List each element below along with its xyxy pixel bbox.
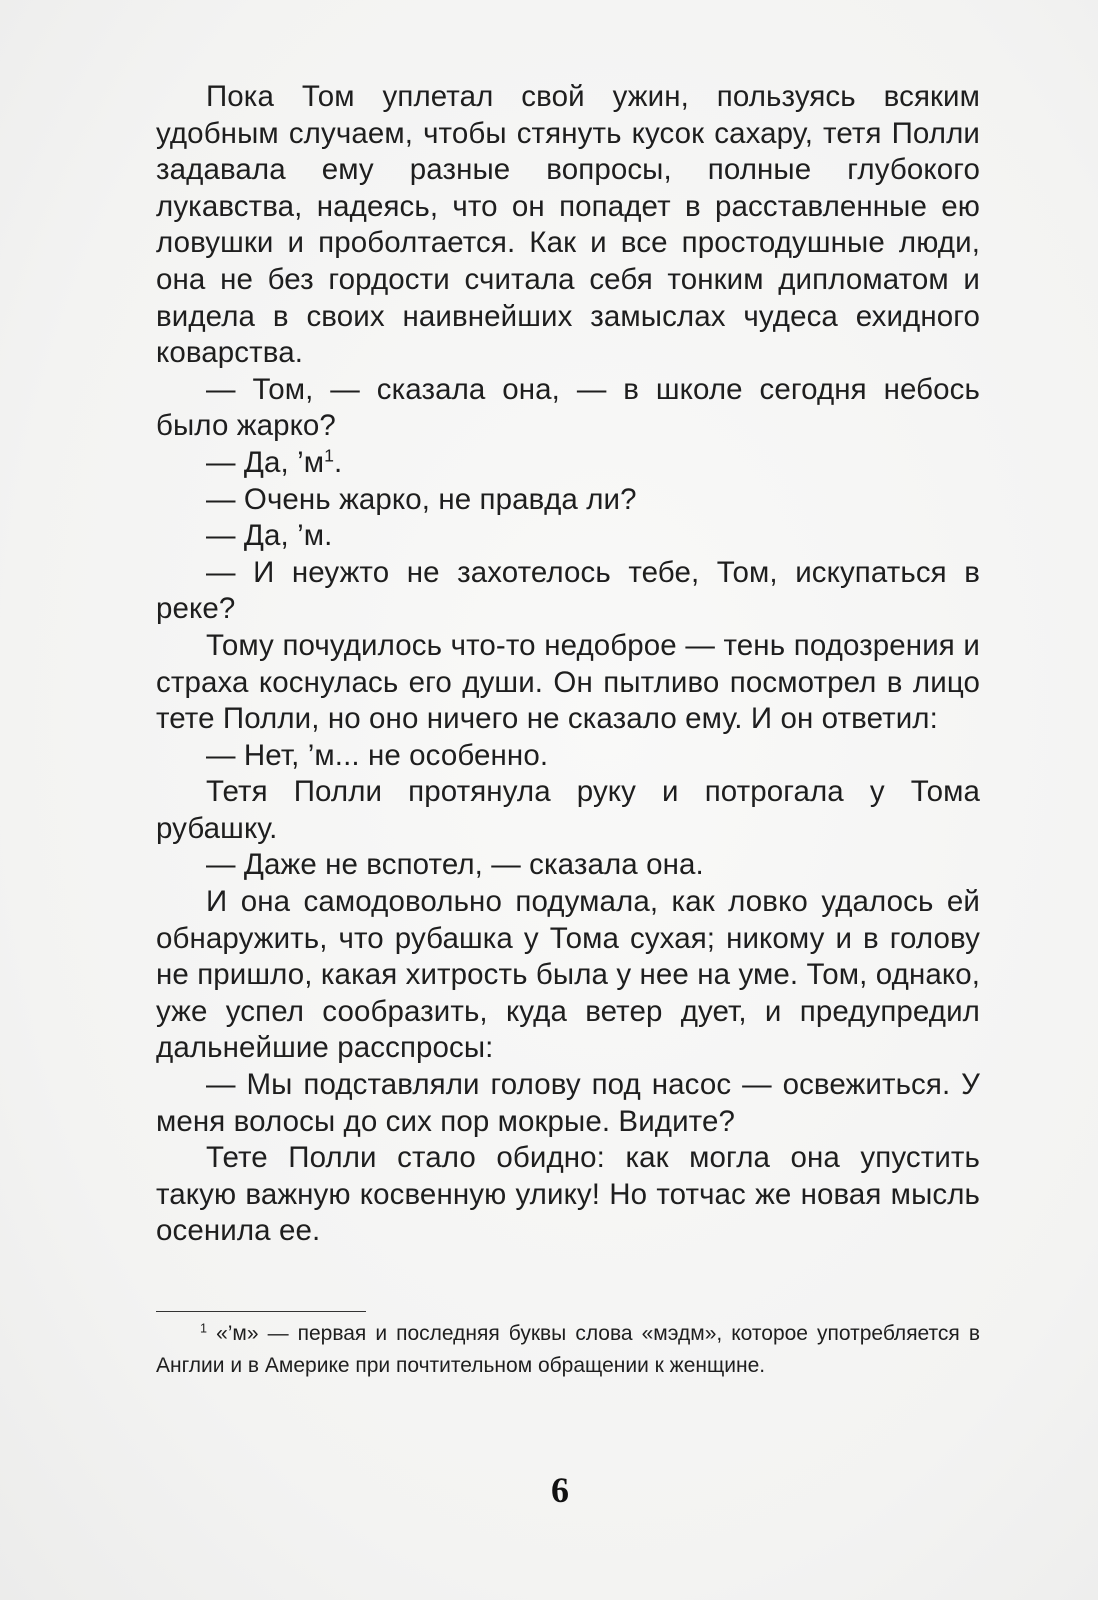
paragraph: — Да, ’м. [206,519,333,553]
page-number: 6 [551,1470,569,1510]
paragraph: Тетя Полли протянула руку и потрогала у Тома рубашку. [156,775,980,845]
paragraph: — Даже не вспотел, — сказала она. [206,848,704,882]
footnote-text: «’м» — первая и последняя буквы слова «мэдм», которое употребляется в Англии и в Америке при почтительном обращении к женщине. [156,1322,980,1377]
paragraph: — Том, — сказала она, — в школе сегодня небось было жарко? [156,372,980,443]
footnote-marker: 1 [200,1321,208,1336]
dialogue-line: — Да, ’м [206,445,325,479]
paragraph: Пока Том уплетал свой ужин, пользуясь всяким удобным случаем, чтобы стянуть кусок сахару, тетя Полли задавала ему разные вопросы, полные глубокого лукавства, надеясь, что он попадет в расставленные ею ловушки и проболтается. Как и все простодушные люди, она не без гордости считала себя тонким дипломатом и видела в своих наивнейших замыслах чудеса ехидного коварства. [156,80,980,370]
paragraph: — Нет, ’м... не особенно. [206,738,549,772]
paragraph: Тому почудилось что-то недоброе — тень подозрения и страха коснулась его души. Он пытливо посмотрел в лицо тете Полли, но оно ничего не сказало ему. И он ответил: [156,628,980,736]
footnote-divider [156,1311,366,1312]
main-text [156,79,980,1250]
paragraph [156,445,980,482]
paragraph: И она самодовольно подумала, как ловко удалось ей обнаружить, что рубашка у Тома сухая; никому и в голову не пришло, какая хитрость была у нее на уме. Том, однако, уже успел сообразить, куда ветер дует, и предупредил дальнейшие расспросы: [156,885,980,1065]
footnote [156,1318,980,1381]
sentence-period: . [334,445,343,479]
paragraph: — И неужто не захотелось тебе, Том, искупаться в реке? [156,555,980,626]
paragraph: Тете Полли стало обидно: как могла она упустить такую важную косвенную улику! Но тотчас же новая мысль осенила ее. [156,1141,980,1248]
footnote-paragraph [156,1318,980,1381]
paragraph: — Мы подставляли голову под насос — освежиться. У меня волосы до сих пор мокрые. Видите? [156,1068,980,1138]
paragraph: — Очень жарко, не правда ли? [206,482,637,516]
footnote-reference: 1 [324,445,335,466]
